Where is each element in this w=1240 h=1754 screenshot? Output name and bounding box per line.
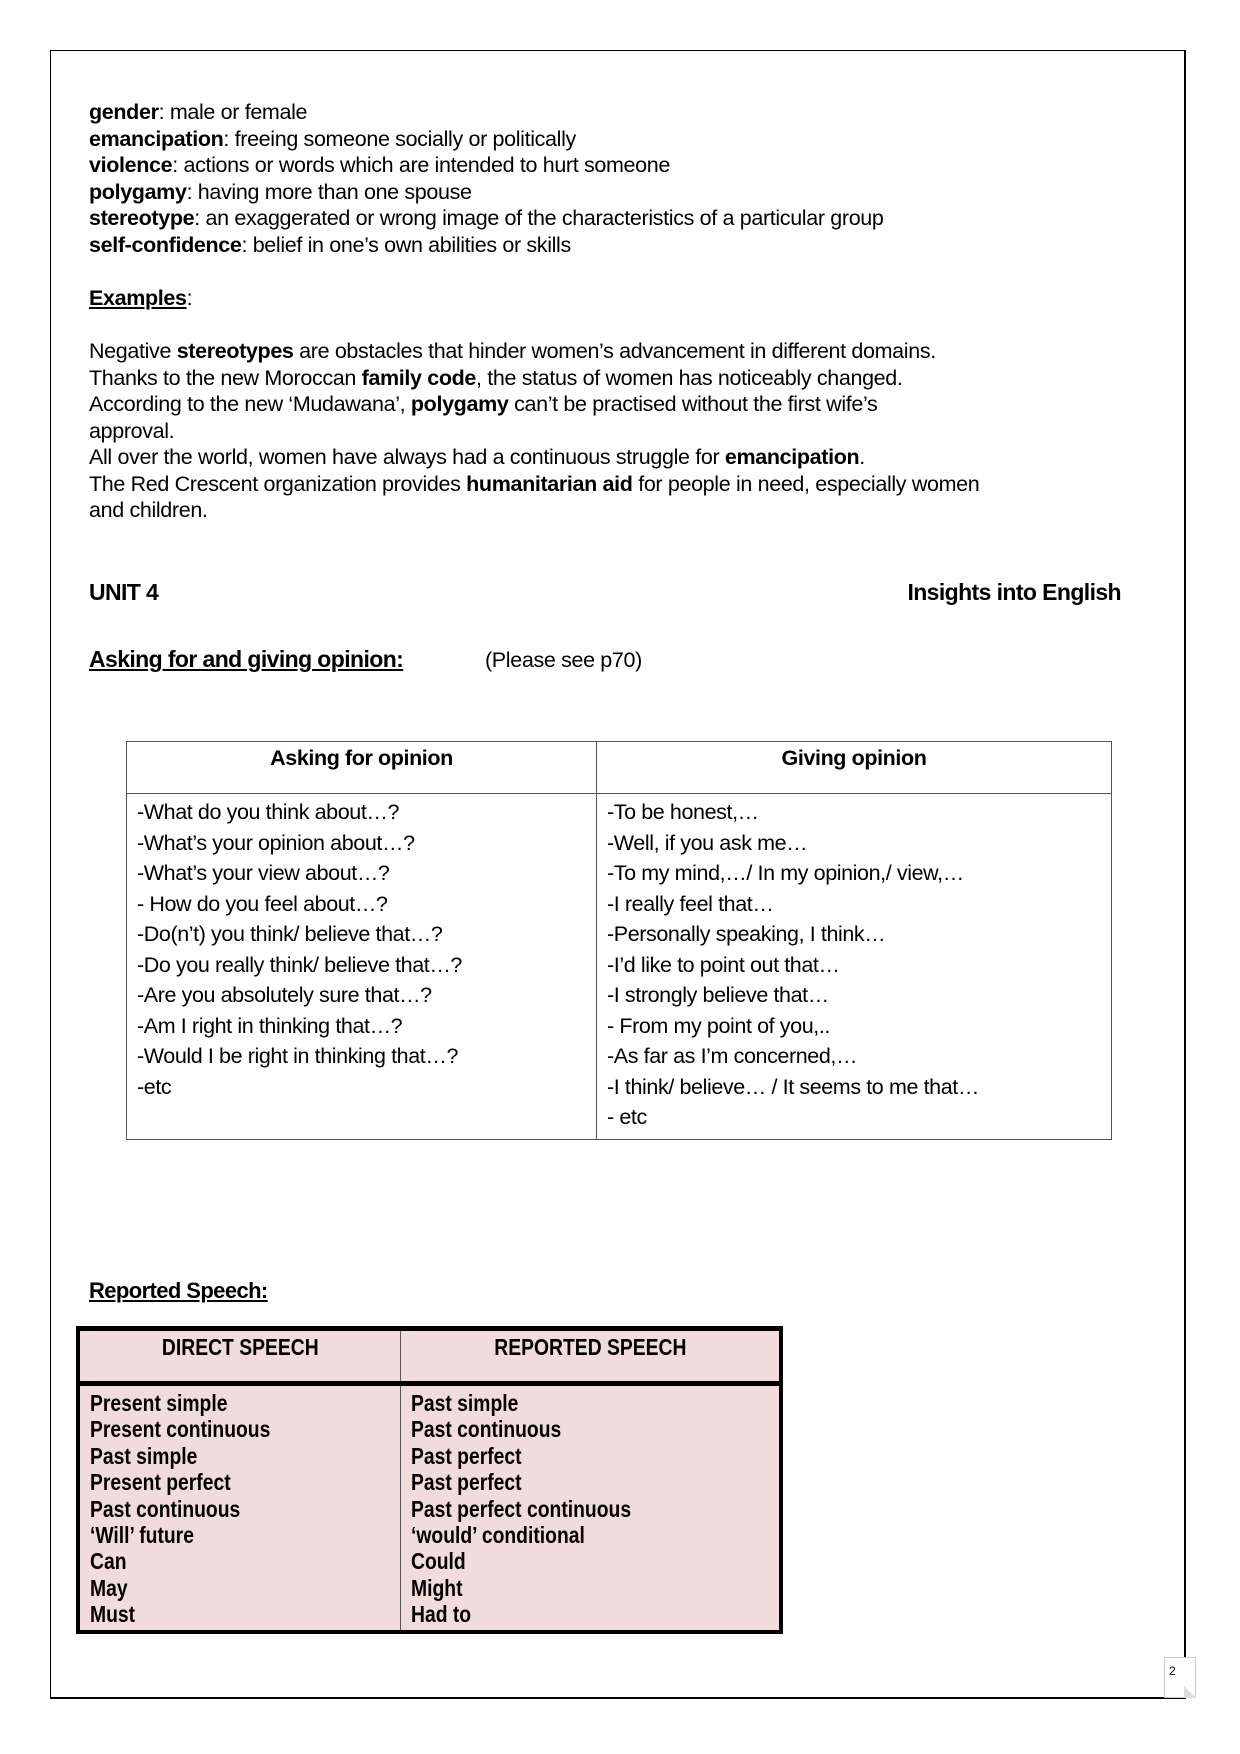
table-row-item: - How do you feel about…? <box>137 891 388 916</box>
example-text: can’t be practised without the first wife’s <box>508 392 878 416</box>
opinion-heading: Asking for and giving opinion: <box>89 646 404 672</box>
table-row-item: -Do(n’t) you think/ believe that…? <box>137 922 443 946</box>
table-row-text: Must <box>90 1601 136 1628</box>
glossary-entry <box>89 205 884 232</box>
glossary-entry <box>89 152 884 179</box>
example-keyword: polygamy <box>410 392 509 416</box>
column-header-reported <box>401 1329 782 1384</box>
glossary-definition: : actions or words which are intended to hurt someone <box>172 153 670 177</box>
glossary-entry <box>89 179 884 206</box>
table-row-item <box>411 1390 769 1416</box>
unit-label: UNIT 4 <box>89 579 159 605</box>
table-row-text: ‘would’ conditional <box>411 1522 585 1549</box>
table-row-item: -What’s your view about…? <box>137 861 390 885</box>
examples-heading-text: Examples <box>89 286 187 310</box>
table-row-item <box>90 1469 390 1495</box>
column-header-direct-text: DIRECT SPEECH <box>161 1334 319 1360</box>
example-text: All over the world, women have always had a continuous struggle for <box>89 445 725 469</box>
giving-cell <box>597 794 1112 1140</box>
table-row-item: -Are you absolutely sure that…? <box>137 983 432 1007</box>
table-row-text: Past simple <box>90 1442 198 1469</box>
table-row-text: Present perfect <box>90 1469 231 1496</box>
table-row-item <box>90 1443 390 1469</box>
direct-cell <box>78 1384 401 1632</box>
examples-list <box>89 338 979 524</box>
table-row-item: -I’d like to point out that… <box>607 952 840 977</box>
table-row-item <box>90 1522 390 1548</box>
glossary-definition: : freeing someone socially or politically <box>223 126 576 151</box>
table-row-item <box>411 1601 769 1627</box>
glossary-term: violence <box>89 153 173 177</box>
table-row-text: Had to <box>411 1601 472 1628</box>
column-header-giving: Giving opinion <box>597 742 1112 794</box>
unit-title: Insights into English <box>907 579 1121 605</box>
table-row-text: Might <box>411 1574 463 1601</box>
example-text: Negative <box>89 339 177 363</box>
asking-cell <box>127 794 597 1140</box>
table-row-item <box>411 1575 769 1601</box>
table-row-item <box>411 1416 769 1442</box>
glossary-term: self-confidence <box>89 232 242 257</box>
table-row-text: May <box>90 1574 128 1601</box>
example-text: , the status of women has noticeably changed. <box>476 365 903 390</box>
table-row-item <box>90 1390 390 1416</box>
table-row-item: -As far as I’m concerned,… <box>607 1044 858 1068</box>
example-line <box>89 444 979 471</box>
glossary-definition: : having more than one spouse <box>186 179 472 204</box>
example-text: for people in need, especially women <box>632 471 980 496</box>
examples-heading <box>89 285 192 312</box>
table-row-item: - etc <box>607 1105 647 1129</box>
example-text: and children. <box>89 498 208 522</box>
example-keyword: family code <box>361 365 477 390</box>
table-row-text: Present simple <box>90 1390 228 1416</box>
table-row-item <box>90 1416 390 1442</box>
table-row-item <box>411 1496 769 1522</box>
table-row-text: Could <box>411 1548 466 1575</box>
table-row-item <box>411 1522 769 1548</box>
glossary-term: polygamy <box>89 179 187 204</box>
table-row-text: Past perfect <box>411 1469 522 1496</box>
page-number: 2 <box>1164 1657 1196 1698</box>
example-text: . <box>859 445 865 469</box>
table-row-item <box>90 1575 390 1601</box>
reported-speech-table <box>76 1326 783 1634</box>
table-row-item <box>90 1548 390 1574</box>
opinion-note: (Please see p70) <box>485 648 642 672</box>
glossary-definition: : an exaggerated or wrong image of the characteristics of a particular group <box>194 206 884 230</box>
column-header-asking: Asking for opinion <box>127 742 597 794</box>
glossary-entry <box>89 126 884 153</box>
example-text: Thanks to the new Moroccan <box>89 365 362 390</box>
opinion-table <box>126 741 1112 1140</box>
reported-cell <box>401 1384 782 1632</box>
table-row-item: -What’s your opinion about…? <box>137 830 415 855</box>
table-row-item <box>411 1548 769 1574</box>
glossary-definition: : male or female <box>158 100 308 124</box>
example-keyword: stereotypes <box>176 339 294 363</box>
column-header-reported-text: REPORTED SPEECH <box>493 1334 687 1360</box>
example-line <box>89 365 979 392</box>
table-row-item <box>411 1443 769 1469</box>
table-row-item: -I think/ believe… / It seems to me that… <box>607 1074 979 1099</box>
table-row-item <box>411 1469 769 1495</box>
glossary-entry <box>89 232 884 259</box>
table-row-text: Past simple <box>411 1390 519 1416</box>
table-row-item: -What do you think about…? <box>137 800 400 824</box>
table-row-text: Can <box>90 1548 127 1575</box>
table-row-item: -etc <box>137 1074 172 1099</box>
table-row-text: Past continuous <box>90 1495 241 1522</box>
glossary-term: stereotype <box>89 206 195 230</box>
example-text: According to the new ‘Mudawana’, <box>89 392 411 416</box>
glossary <box>89 99 884 258</box>
example-line <box>89 497 979 524</box>
example-text: The Red Crescent organization provides <box>89 471 467 496</box>
example-line <box>89 471 979 498</box>
table-row-item: -Do you really think/ believe that…? <box>137 952 462 977</box>
example-text: are obstacles that hinder women’s advancement in different domains. <box>293 339 936 363</box>
glossary-entry <box>89 99 884 126</box>
glossary-definition: : belief in one’s own abilities or skills <box>241 232 571 257</box>
table-row-item: -Would I be right in thinking that…? <box>137 1044 459 1068</box>
glossary-term: emancipation <box>89 126 224 151</box>
table-row-item: -Am I right in thinking that…? <box>137 1013 403 1038</box>
table-row-item: -Personally speaking, I think… <box>607 922 886 946</box>
example-line <box>89 338 979 365</box>
example-keyword: humanitarian aid <box>466 471 633 496</box>
table-row-item: -Well, if you ask me… <box>607 830 808 855</box>
table-row-item: - From my point of you,.. <box>607 1013 830 1038</box>
table-row-text: Present continuous <box>90 1416 271 1443</box>
table-row-text: ‘Will’ future <box>90 1522 194 1549</box>
table-row-item: -To be honest,… <box>607 800 759 824</box>
table-row-item <box>90 1496 390 1522</box>
example-text: approval. <box>89 418 175 443</box>
example-line <box>89 418 979 445</box>
table-row-text: Past continuous <box>411 1416 562 1443</box>
table-row-item: -I really feel that… <box>607 891 774 916</box>
example-keyword: emancipation <box>724 445 860 469</box>
glossary-term: gender <box>89 100 159 124</box>
table-row-item <box>90 1601 390 1627</box>
table-row-item: -I strongly believe that… <box>607 983 829 1007</box>
reported-heading: Reported Speech: <box>89 1278 268 1303</box>
table-row-item: -To my mind,…/ In my opinion,/ view,… <box>607 861 964 885</box>
examples-colon: : <box>186 286 193 310</box>
column-header-direct <box>78 1329 401 1384</box>
example-line <box>89 391 979 418</box>
table-row-text: Past perfect <box>411 1442 522 1469</box>
table-row-text: Past perfect continuous <box>411 1495 632 1522</box>
